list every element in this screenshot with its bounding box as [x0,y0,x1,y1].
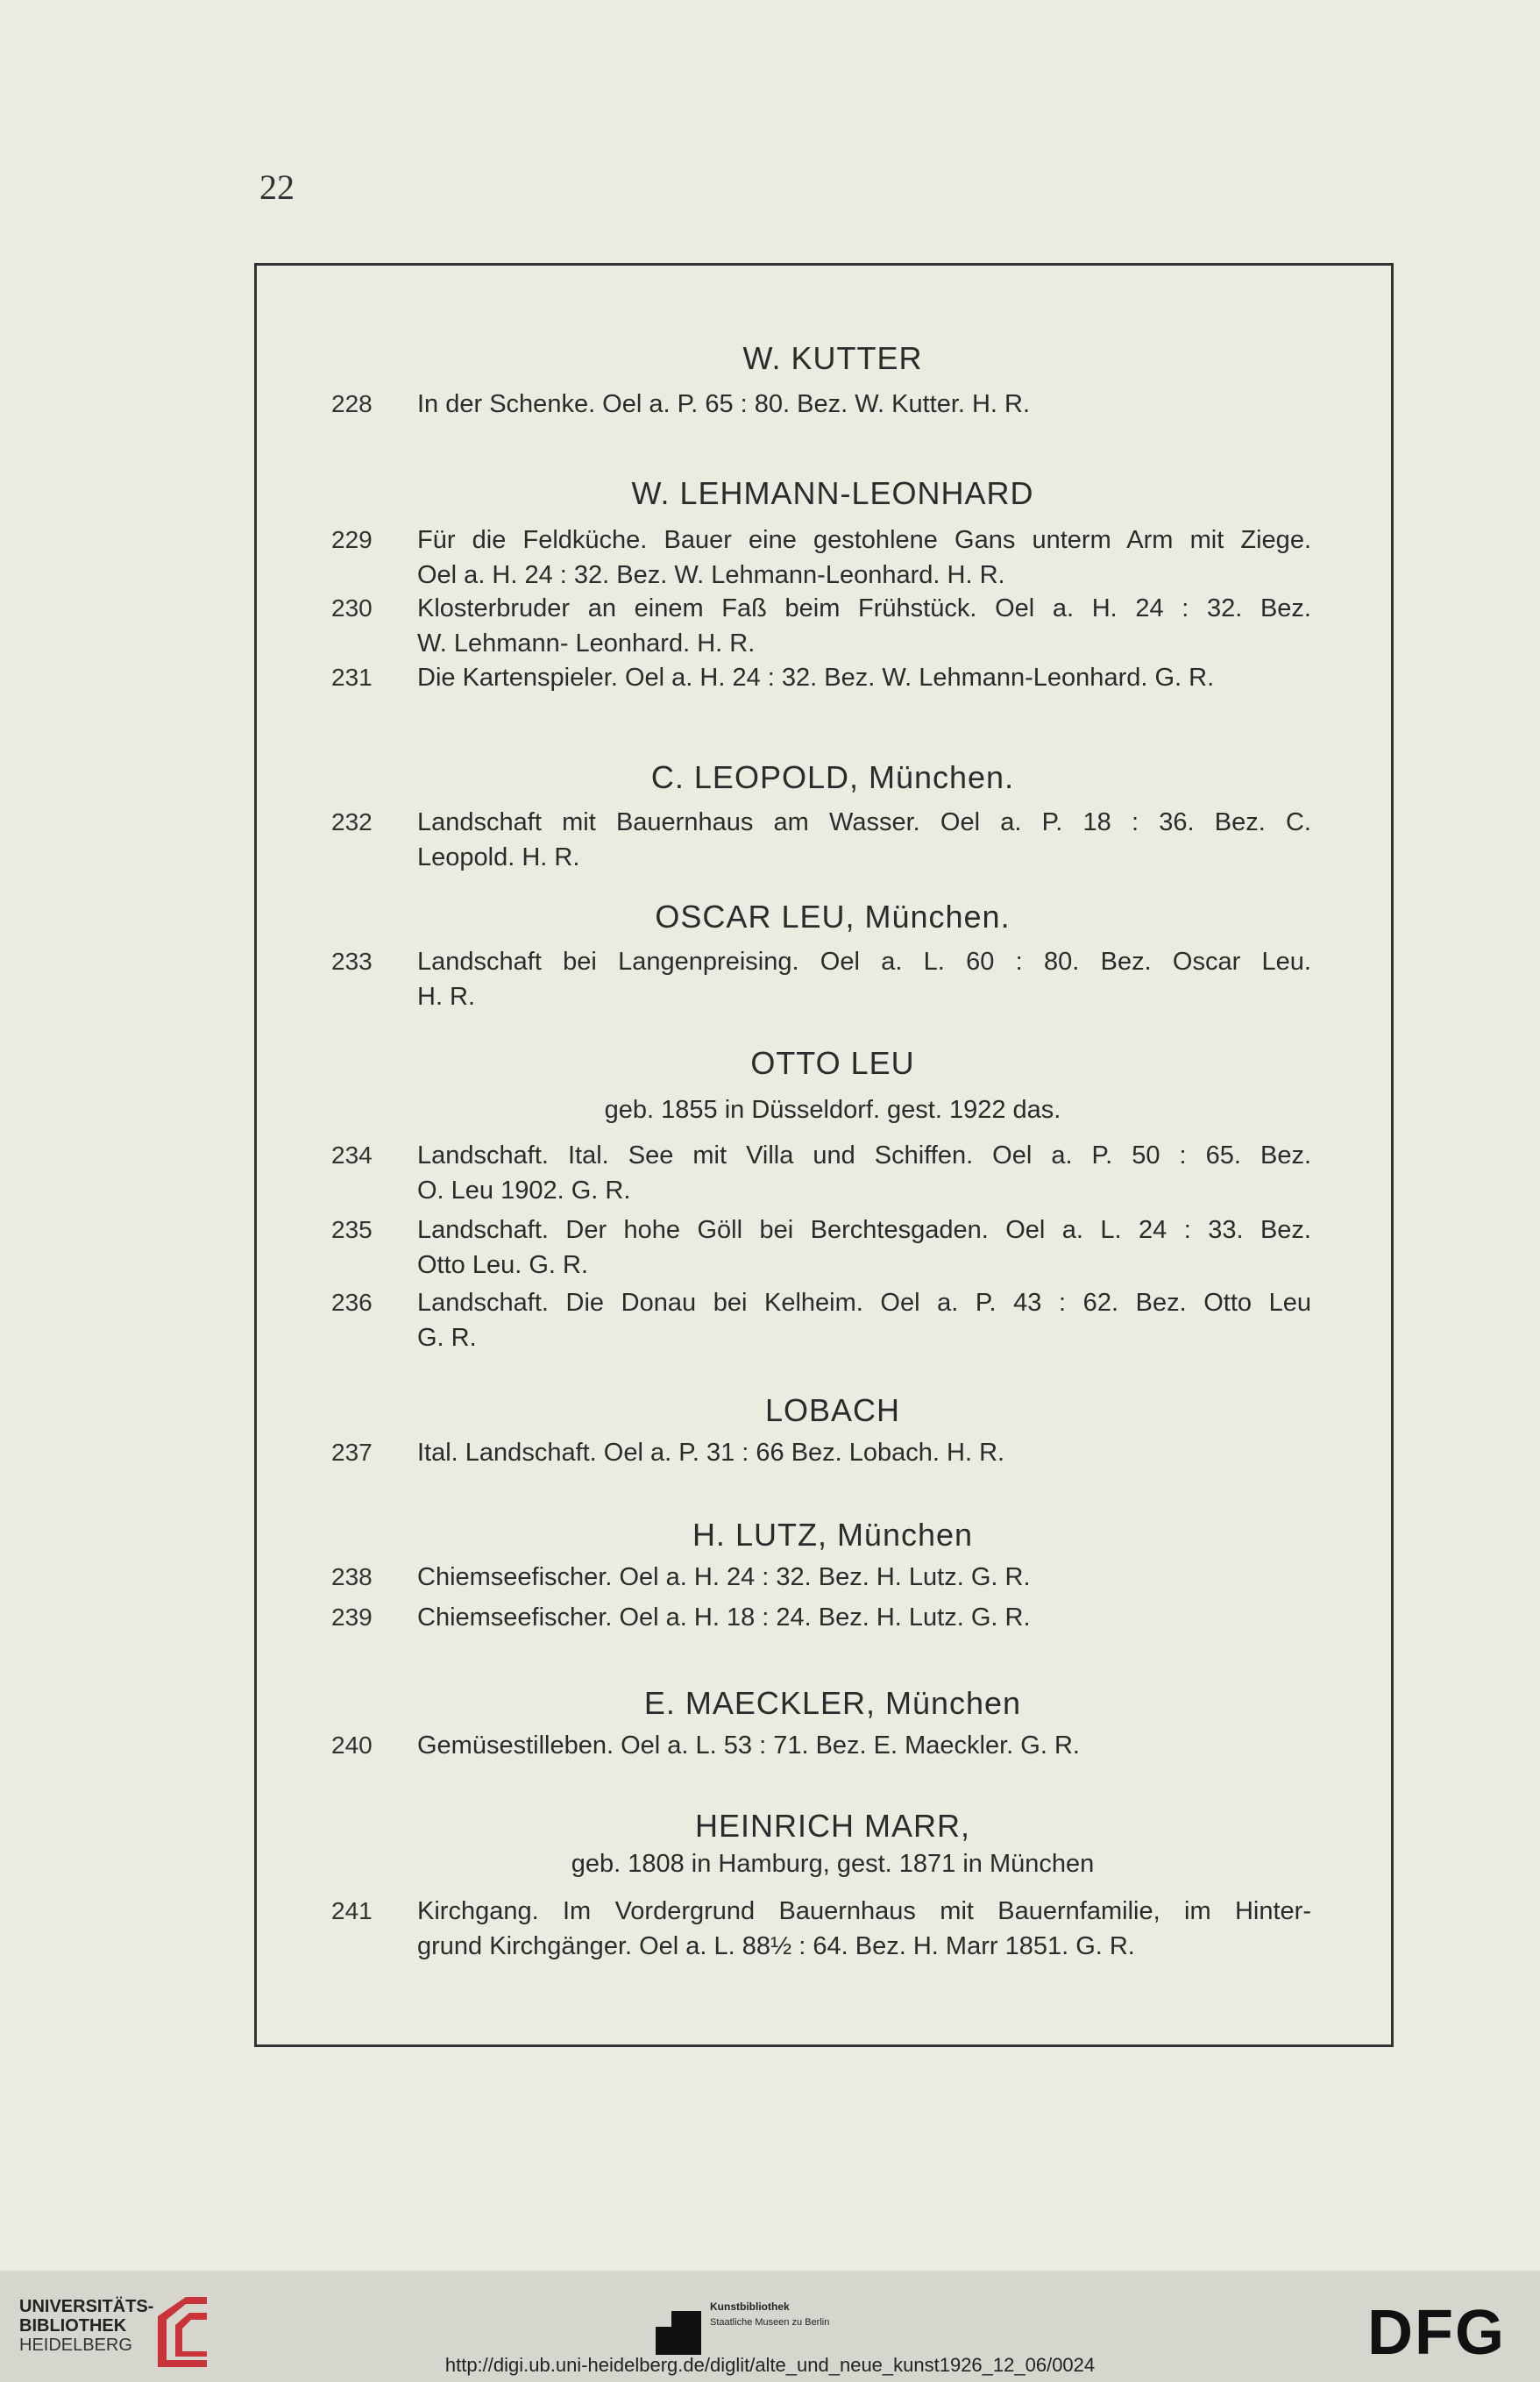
entry-number: 232 [331,808,373,835]
entry-text-line: Chiemseefischer. Oel a. H. 18 : 24. Bez. H. Lutz. G. R. [417,1603,1031,1632]
dfg-logo[interactable]: DFG [1367,2298,1506,2368]
entry-number: 228 [331,390,373,417]
entry-text-line: Landschaft bei Langenpreising. Oel a. L. 60 : 80. Bez. Oscar Leu. [417,948,1311,976]
source-url[interactable]: http://digi.ub.uni-heidelberg.de/diglit/alte_und_neue_kunst1926_12_06/0024 [444,2354,1096,2376]
entry-text-line: Landschaft. Der hohe Göll bei Berchtesgaden. Oel a. L. 24 : 33. Bez. [417,1216,1311,1244]
entry-number: 235 [331,1216,373,1243]
artist-heading: W. LEHMANN-LEONHARD [631,475,1034,511]
entry-text-line: Für die Feldküche. Bauer eine gestohlene Gans unterm Arm mit Ziege. [417,526,1311,554]
entry-text-line: Landschaft. Die Donau bei Kelheim. Oel a. P. 43 : 62. Bez. Otto Leu [417,1289,1311,1317]
entry-text-line: Gemüsestilleben. Oel a. L. 53 : 71. Bez. E. Maeckler. G. R. [417,1731,1080,1760]
entry-text-line: In der Schenke. Oel a. P. 65 : 80. Bez. W. Kutter. H. R. [417,390,1031,418]
entry-number: 241 [331,1897,373,1924]
entry-text-line: Landschaft. Ital. See mit Villa und Schiffen. Oel a. P. 50 : 65. Bez. [417,1141,1311,1170]
entry-text-line: Kirchgang. Im Vordergrund Bauernhaus mit Bauernfamilie, im Hinter- [417,1897,1311,1925]
entry-number: 237 [331,1439,373,1466]
artist-bio: geb. 1855 in Düsseldorf. gest. 1922 das. [604,1096,1061,1124]
library-name-line2: BIBLIOTHEK [19,2316,127,2336]
entry-number: 230 [331,594,373,622]
entry-number: 239 [331,1603,373,1631]
entry-number: 240 [331,1731,373,1759]
entry-text-line: Chiemseefischer. Oel a. H. 24 : 32. Bez. H. Lutz. G. R. [417,1563,1031,1591]
entry-text-line: grund Kirchgänger. Oel a. L. 88½ : 64. Bez. H. Marr 1851. G. R. [417,1932,1135,1960]
artist-heading: H. LUTZ, München [692,1517,974,1553]
entry-number: 238 [331,1563,373,1590]
entry-text-line: W. Lehmann- Leonhard. H. R. [417,629,756,658]
entry-number: 231 [331,664,373,691]
entry-text-line: Leopold. H. R. [417,843,580,871]
entry-number: 236 [331,1289,373,1316]
kb-line1: Kunstbibliothek [710,2300,790,2313]
heidelberg-library-logo[interactable] [19,2297,153,2355]
artist-heading: W. KUTTER [742,340,923,376]
library-name-line1: UNIVERSITÄTS- [19,2297,154,2316]
artist-bio: geb. 1808 in Hamburg, gest. 1871 in München [571,1850,1095,1878]
entry-text-line: Oel a. H. 24 : 32. Bez. W. Lehmann-Leonhard. H. R. [417,561,1005,589]
entry-number: 234 [331,1141,373,1169]
entry-text-line: O. Leu 1902. G. R. [417,1177,631,1205]
entry-text-line: Die Kartenspieler. Oel a. H. 24 : 32. Bez. W. Lehmann-Leonhard. G. R. [417,664,1215,692]
library-name-line3: HEIDELBERG [19,2336,132,2355]
entry-number: 229 [331,526,373,553]
kunstbibliothek-square-icon [656,2311,701,2355]
artist-heading: OSCAR LEU, München. [655,899,1011,935]
entry-text-line: Klosterbruder an einem Faß beim Frühstück. Oel a. H. 24 : 32. Bez. [417,594,1311,622]
entry-text-line: Otto Leu. G. R. [417,1251,589,1279]
entry-text-line: G. R. [417,1324,477,1352]
entry-text-line: Landschaft mit Bauernhaus am Wasser. Oel a. P. 18 : 36. Bez. C. [417,808,1311,836]
entry-text-line: Ital. Landschaft. Oel a. P. 31 : 66 Bez. Lobach. H. R. [417,1439,1005,1467]
page-number: 22 [259,167,295,207]
artist-heading: LOBACH [764,1392,901,1428]
kunstbibliothek-text [710,2299,903,2330]
artist-heading: E. MAECKLER, München [643,1685,1022,1721]
artist-heading: OTTO LEU [750,1045,915,1081]
footer-bar [0,2271,1540,2382]
artist-heading: HEINRICH MARR, [694,1808,970,1844]
entry-number: 233 [331,948,373,975]
kb-line2: Staatliche Museen zu Berlin [710,2317,830,2328]
entry-text-line: H. R. [417,983,476,1011]
artist-heading: C. LEOPOLD, München. [650,759,1015,795]
